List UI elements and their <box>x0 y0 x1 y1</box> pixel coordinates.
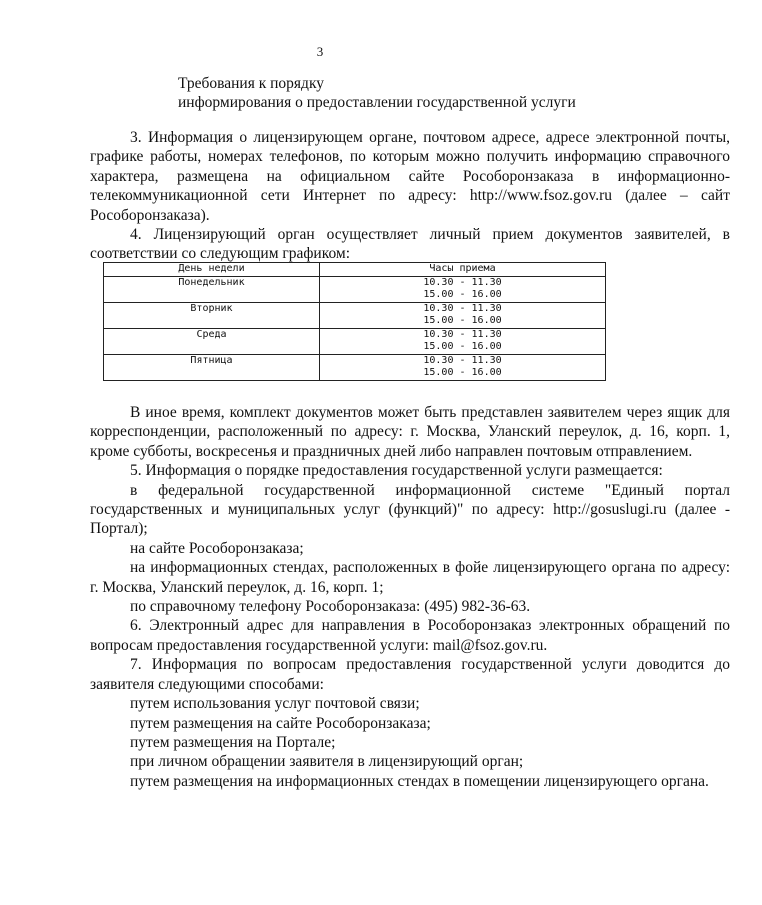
p7-item: путем размещения на информационных стендах в помещении лицензирующего органа. <box>130 772 709 790</box>
day-cell: Понедельник <box>104 276 320 302</box>
table-row <box>104 328 606 354</box>
table-header-row <box>104 263 606 277</box>
heading-line-2: информирования о предоставлении государственной услуги <box>178 94 576 111</box>
paragraph-7: 7. Информация по вопросам предоставления государственной услуги доводится до заявителя следующими способами: <box>90 656 730 693</box>
p7-item: при личном обращении заявителя в лицензирующий орган; <box>130 753 524 771</box>
hours-slot-2: 15.00 - 16.00 <box>423 341 502 352</box>
table-row <box>104 302 606 328</box>
day-cell: Пятница <box>104 354 320 380</box>
paragraph-6: 6. Электронный адрес для направления в Рособоронзаказ электронных обращений по вопросам предоставления государственной услуги: mail@fsoz.gov.ru. <box>90 617 730 654</box>
hours-slot-2: 15.00 - 16.00 <box>423 289 502 300</box>
hours-slot-1: 10.30 - 11.30 <box>423 276 502 288</box>
paragraph-other-time: В иное время, комплект документов может быть представлен заявителем через ящик для корреспонденции, расположенный по адресу: г. Москва, Уланский переулок, д. 16, корп. 1, кроме субботы, воскресенья и праздничных дней либо направлен почтовым отправлением. <box>90 404 730 460</box>
header-day: День недели <box>104 263 320 277</box>
hours-slot-2: 15.00 - 16.00 <box>423 367 502 378</box>
day-cell: Вторник <box>104 302 320 328</box>
hours-cell <box>320 302 606 328</box>
heading-line-1: Требования к порядку <box>178 75 325 92</box>
p5-item: на информационных стендах, расположенных в фойе лицензирующего органа по адресу: г. Москва, Уланский переулок, д. 16, корп. 1; <box>90 559 730 596</box>
day-cell: Среда <box>104 328 320 354</box>
paragraph-4: 4. Лицензирующий орган осуществляет личный прием документов заявителей, в соответствии со следующим графиком: <box>90 226 730 263</box>
p7-item: путем использования услуг почтовой связи; <box>130 695 420 713</box>
table-row <box>104 276 606 302</box>
p5-item: на сайте Рособоронзаказа; <box>130 539 304 557</box>
hours-slot-1: 10.30 - 11.30 <box>423 302 502 314</box>
p5-item: в федеральной государственной информационной системе "Единый портал государственных и муниципальных услуг (функций)" по адресу: http://gosuslugi.ru (далее - Портал); <box>90 481 730 538</box>
paragraph-5: 5. Информация о порядке предоставления государственной услуги размещается: <box>130 462 663 480</box>
page-number: 3 <box>316 44 324 59</box>
hours-slot-2: 15.00 - 16.00 <box>423 315 502 326</box>
header-hours: Часы приема <box>320 263 606 277</box>
top-paragraphs <box>0 128 762 264</box>
paragraph-3: 3. Информация о лицензирующем органе, почтовом адресе, адресе электронной почты, графике работы, номерах телефонов, по которым можно получить информацию справочного характера, размещена на официальном сайте Рособоронзаказа в информационно-телекоммуникационной сети Интернет по адресу: http://www.fsoz.gov.ru (далее – сайт Рособоронзаказа). <box>90 129 730 224</box>
p5-item: по справочному телефону Рособоронзаказа: (495) 982-36-63. <box>130 598 531 616</box>
hours-slot-1: 10.30 - 11.30 <box>423 354 502 366</box>
table-row <box>104 354 606 380</box>
p7-item: путем размещения на Портале; <box>130 733 336 751</box>
hours-slot-1: 10.30 - 11.30 <box>423 328 502 340</box>
bottom-paragraphs <box>0 403 762 791</box>
schedule-table <box>103 262 606 381</box>
p7-item: путем размещения на сайте Рособоронзаказа; <box>130 714 431 732</box>
hours-cell <box>320 354 606 380</box>
hours-cell <box>320 276 606 302</box>
hours-cell <box>320 328 606 354</box>
